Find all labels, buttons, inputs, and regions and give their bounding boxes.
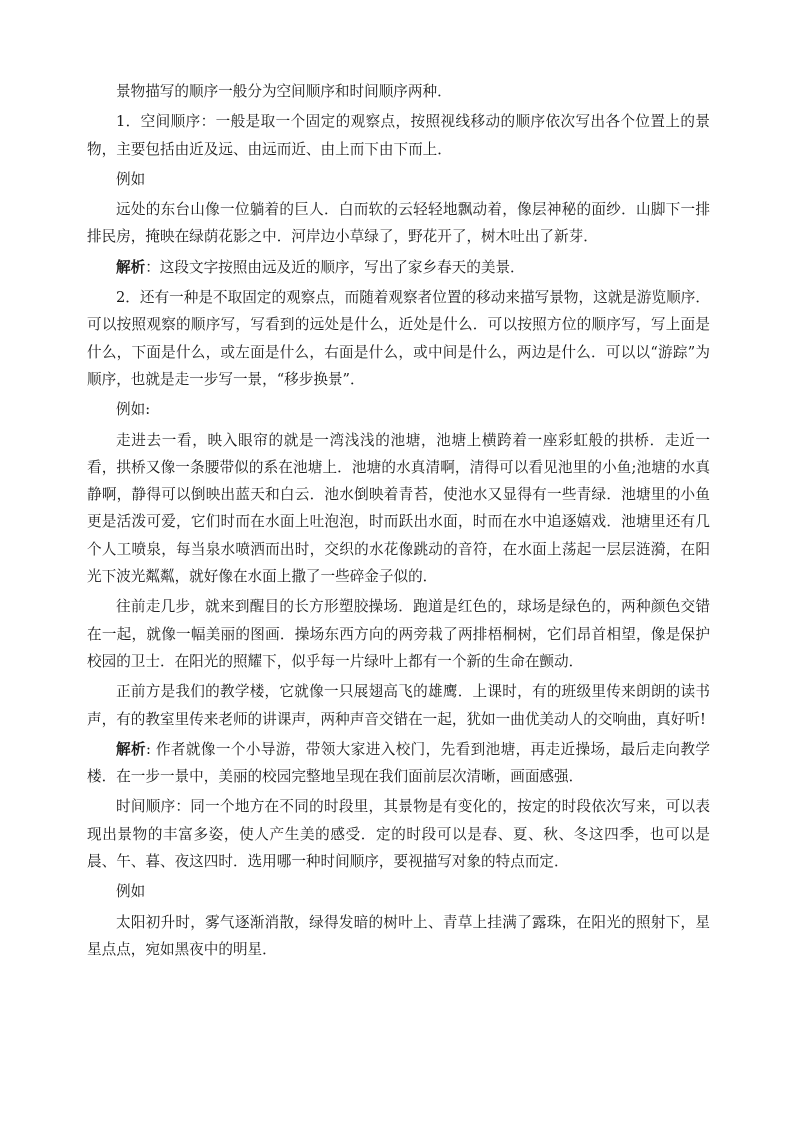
analysis-text: ：这段文字按照由远及近的顺序，写出了家乡春天的美景． (145, 258, 525, 276)
analysis-paragraph (87, 254, 710, 281)
analysis-label: 解析 (116, 740, 146, 758)
analysis-text: : 作者就像一个小导游，带领大家进入校门，先看到池塘，再走近操场，最后走向教学楼．在一步一景中，美丽的校园完整地呈现在我们面前层次清晰，画面感强． (87, 740, 710, 786)
example-paragraph-playground: 往前走几步，就来到醒目的长方形塑胶操场．跑道是红色的，球场是绿色的，两种颜色交错在一起，就像一幅美丽的图画．操场东西方向的两旁栽了两排梧桐树，它们昂首相望，像是保护校园的卫士．在阳光的照耀下，似乎每一片绿叶上都有一个新的生命在颤动． (87, 598, 710, 670)
example-label: 例如 (116, 883, 146, 901)
tour-order-paragraph: 2．还有一种是不取固定的观察点，而随着观察者位置的移动来描写景物，这就是游览顺序．可以按照观察的顺序写，写看到的远处是什么，近处是什么．可以按照方位的顺序写，写上面是什么，下面是什么，或左面是什么，右面是什么，或中间是什么，两边是什么．可以以“游踪”为顺序，也就是走一步写一景，“移步换景”． (87, 289, 710, 388)
intro-paragraph: 景物描写的顺序一般分为空间顺序和时间顺序两种． (116, 83, 452, 100)
example-paragraph-building: 正前方是我们的教学楼，它就像一只展翅高飞的雄鹰．上课时，有的班级里传来朗朗的读书声，有的教室里传来老师的讲课声，两种声音交错在一起，犹如一曲优美动人的交响曲，真好听! (87, 683, 710, 728)
example-paragraph: 太阳初升时，雾气逐渐消散，绿得发暗的树叶上、青草上挂满了露珠，在阳光的照射下，星星点点，宛如黑夜中的明星． (87, 913, 710, 958)
document-page (87, 78, 710, 963)
example-paragraph-pond: 走进去一看，映入眼帘的就是一湾浅浅的池塘，池塘上横跨着一座彩虹般的拱桥．走近一看，拱桥又像一条腰带似的系在池塘上．池塘的水真清啊，清得可以看见池里的小鱼;池塘的水真静啊，静得可以倒映出蓝天和白云．池水倒映着青苔，使池水又显得有一些青绿．池塘里的小鱼更是活泼可爱，它们时而在水面上吐泡泡，时而跃出水面，时而在水中追逐嬉戏．池塘里还有几个人工喷泉，每当泉水喷洒而出时，交织的水花像跳动的音符，在水面上荡起一层层涟漪，在阳光下波光粼粼，就好像在水面上撒了一些碎金子似的． (87, 431, 710, 586)
time-order-paragraph: 时间顺序：同一个地方在不同的时段里，其景物是有变化的，按定的时段依次写来，可以表现出景物的丰富多姿，使人产生美的感受．定的时段可以是春、夏、秋、冬这四季，也可以是晨、午、暮、夜这四时．选用哪一种时间顺序，要视描写对象的特点而定． (87, 798, 710, 871)
spatial-order-paragraph: 1．空间顺序：一般是取一个固定的观察点，按照视线移动的顺序依次写出各个位置上的景物，主要包括由近及远、由远而近、由上而下由下而上． (87, 113, 710, 158)
example-label: 例如 (116, 170, 146, 188)
example-paragraph: 远处的东台山像一位躺着的巨人．白而软的云轻轻地飘动着，像层神秘的面纱．山脚下一排排民房，掩映在绿荫花影之中．河岸边小草绿了，野花开了，树木吐出了新芽． (87, 201, 710, 246)
analysis-paragraph (87, 736, 710, 791)
example-label: 例如: (116, 401, 151, 419)
analysis-label: 解析 (116, 258, 146, 276)
